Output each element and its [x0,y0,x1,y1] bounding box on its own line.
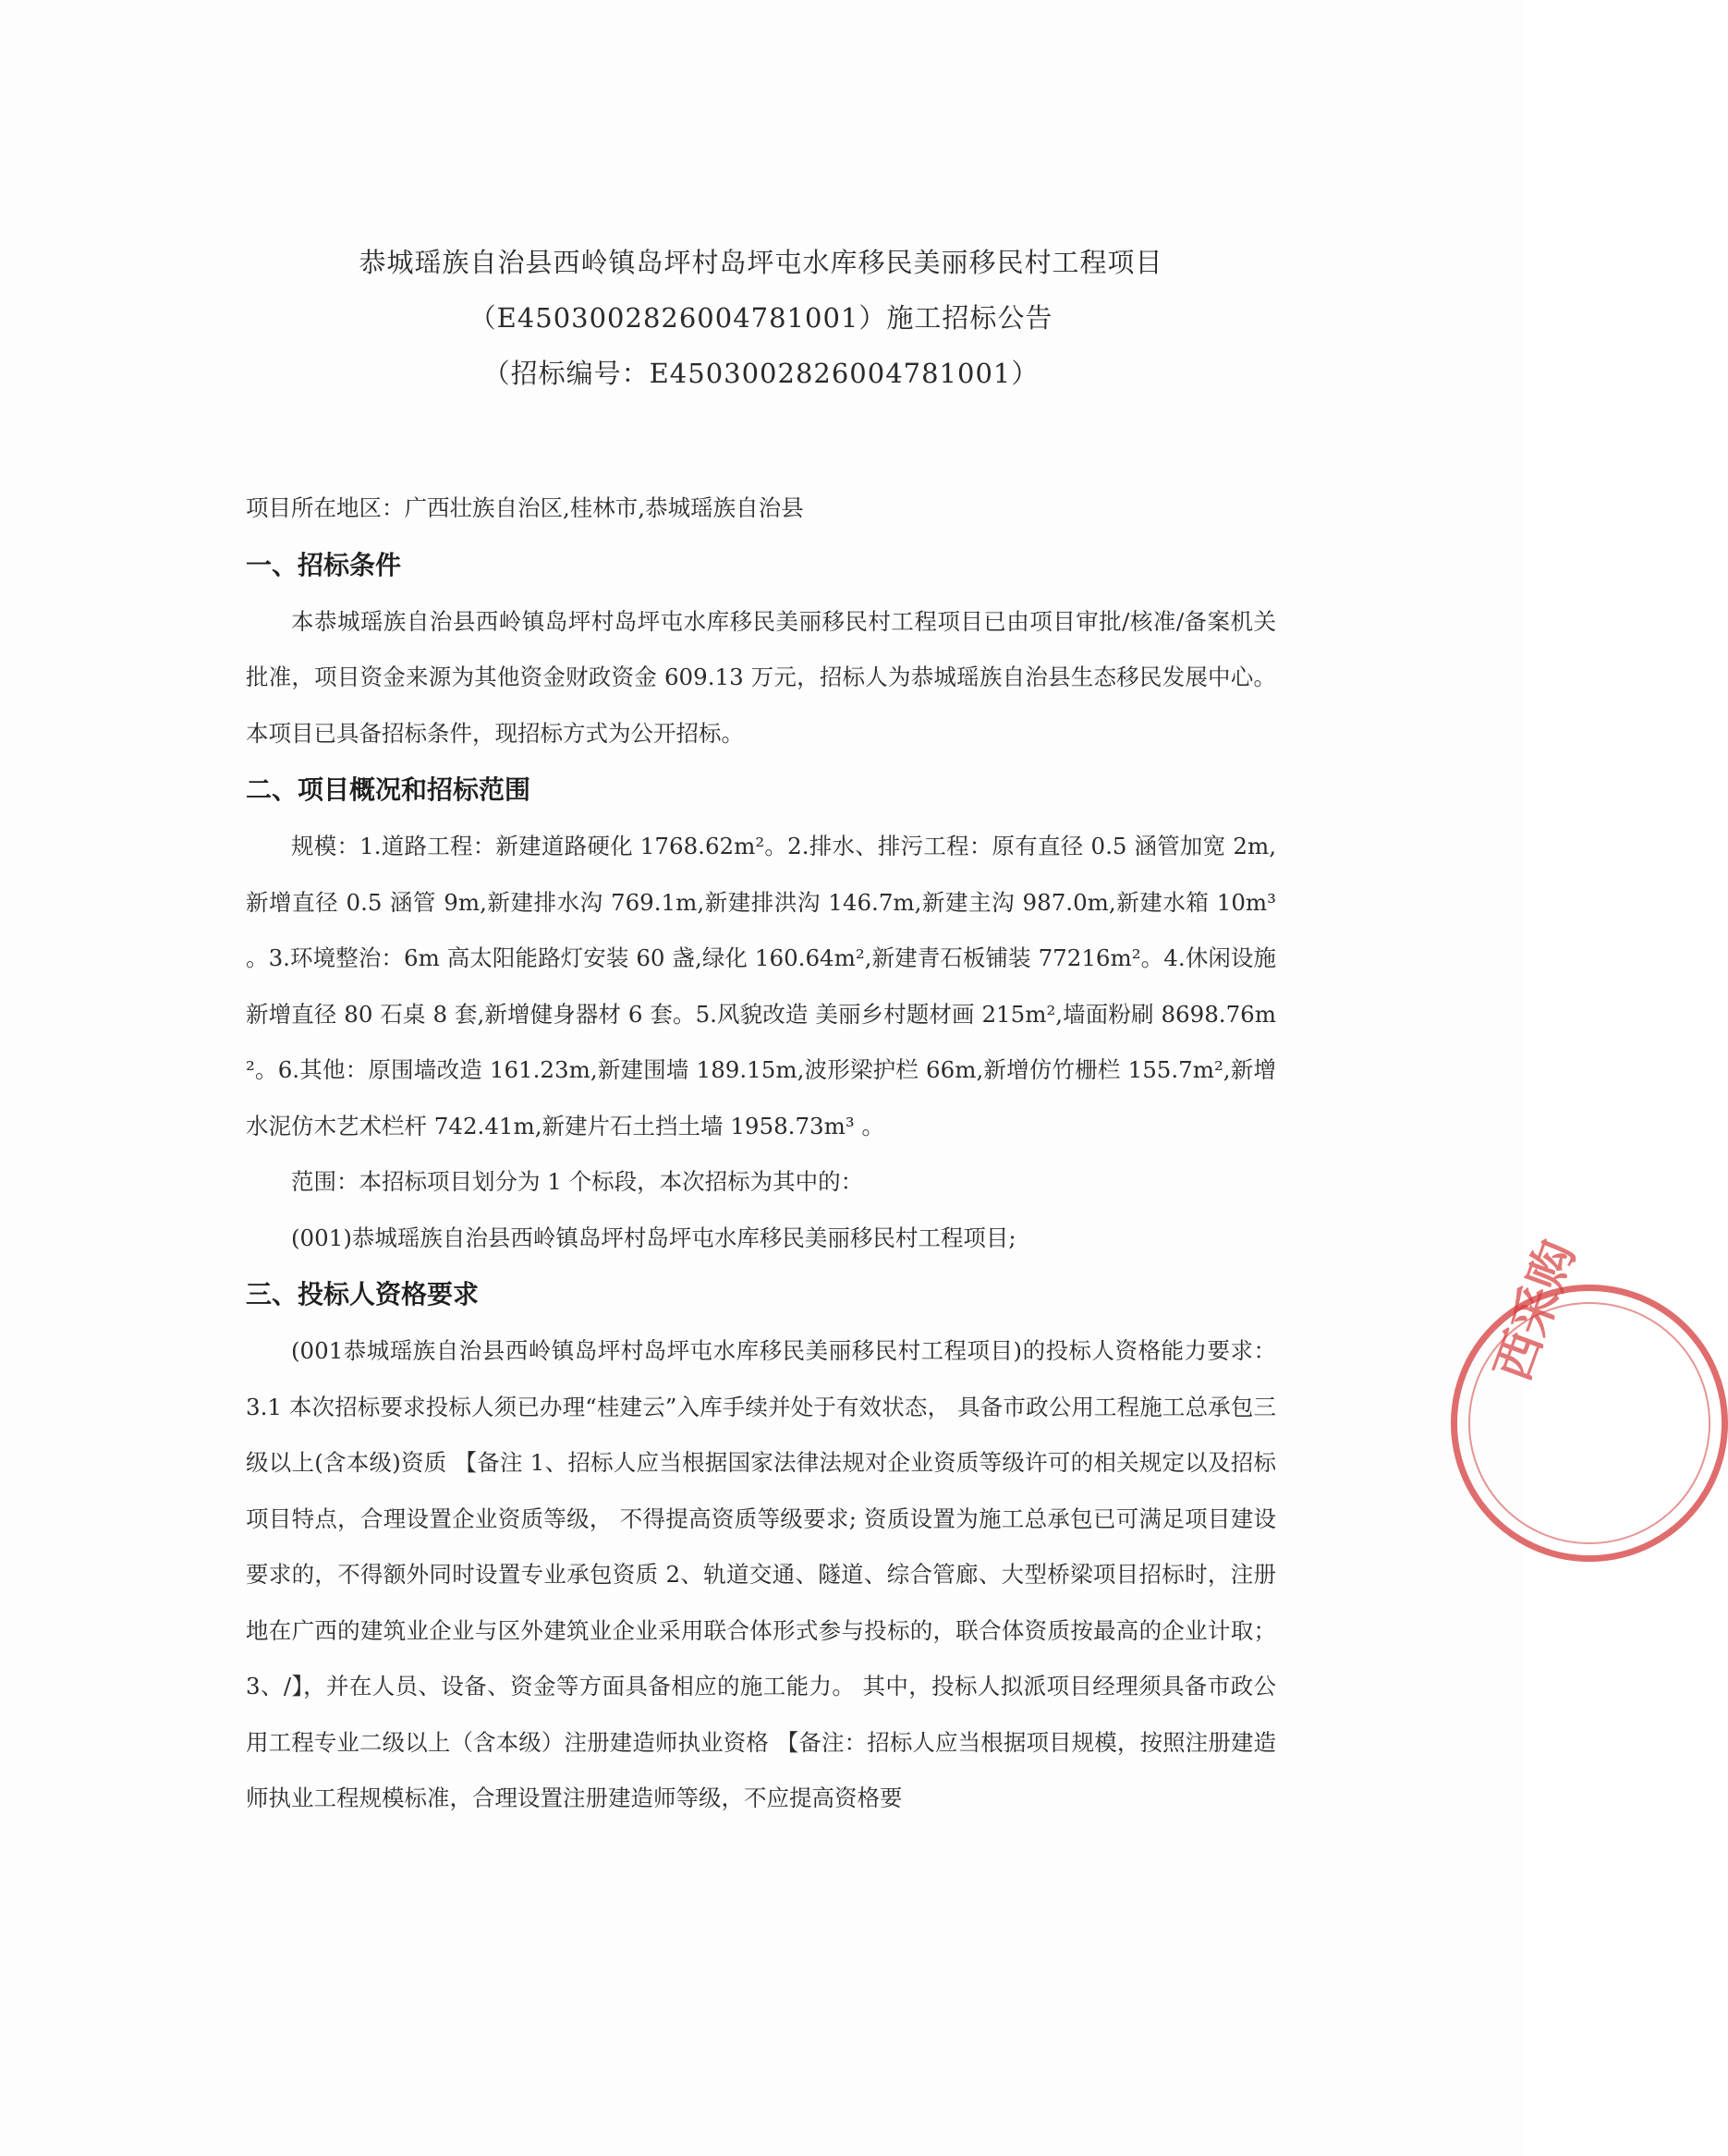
document-body [246,481,1276,1827]
section-heading-project-overview: 二、项目概况和招标范围 [246,774,531,805]
tender-conditions-paragraph: 本恭城瑶族自治县西岭镇岛坪村岛坪屯水库移民美丽移民村工程项目已由项目审批/核准/备案机关批准，项目资金来源为其他资金财政资金 609.13 万元，招标人为恭城瑶族自治县生态移民发展中心。本项目已具备招标条件，现招标方式为公开招标。 [246,607,1276,747]
seal-text: 西采购 [1485,1233,1587,1388]
section-heading-tender-conditions: 一、招标条件 [246,549,402,580]
project-scale-paragraph: 规模：1.道路工程：新建道路硬化 1768.62m²。2.排水、排污工程：原有直径 0.5 涵管加宽 2m,新增直径 0.5 涵管 9m,新建排水沟 769.1m,新建排洪沟 146.7m,新建主沟 987.0m,新建水箱 10m³ 。3.环境整治：6m 高太阳能路灯安装 60 盏,绿化 160.64m²,新建青石板铺装 77216m²。4.休闲设施 新增直径 80 石桌 8 套,新增健身器材 6 套。5.风貌改造 美丽乡村题材画 215m²,墙面粉刷 8698.76m²。6.其他：原围墙改造 161.23m,新建围墙 189.15m,波形梁护栏 66m,新增仿竹栅栏 155.7m²,新增水泥仿木艺术栏杆 742.41m,新建片石土挡土墙 1958.73m³ 。 [246,833,1276,1139]
project-location: 项目所在地区：广西壮族自治区,桂林市,恭城瑶族自治县 [246,494,804,521]
document-title-line2: （E4503002826004781001）施工招标公告 [469,302,1053,334]
section-heading-bidder-qualifications: 三、投标人资格要求 [246,1279,480,1309]
official-seal-stamp [1451,1233,1728,1562]
project-scope-paragraph: 范围：本招标项目划分为 1 个标段，本次招标为其中的： [291,1168,864,1195]
lot-item: (001)恭城瑶族自治县西岭镇岛坪村岛坪屯水库移民美丽移民村工程项目; [291,1224,1016,1251]
document-title-line3: （招标编号：E4503002826004781001） [482,358,1040,389]
bidder-qualifications-paragraph: (001恭城瑶族自治县西岭镇岛坪村岛坪屯水库移民美丽移民村工程项目)的投标人资格能力要求：3.1 本次招标要求投标人须已办理“桂建云”入库手续并处于有效状态， 具备市政公用工程施工总承包三级以上(含本级)资质 【备注 1、招标人应当根据国家法律法规对企业资质等级许可的相关规定以及招标项目特点，合理设置企业资质等级， 不得提高资质等级要求; 资质设置为施工总承包已可满足项目建设要求的，不得额外同时设置专业承包资质 2、轨道交通、隧道、综合管廊、大型桥梁项目招标时，注册地在广西的建筑业企业与区外建筑业企业采用联合体形式参与投标的，联合体资质按最高的企业计取； 3、/】，并在人员、设备、资金等方面具备相应的施工能力。 其中，投标人拟派项目经理须具备市政公用工程专业二级以上（含本级）注册建造师执业资格 【备注：招标人应当根据项目规模，按照注册建造师执业工程规模标准，合理设置注册建造师等级，不应提高资格要 [246,1337,1276,1811]
document-title-line1: 恭城瑶族自治县西岭镇岛坪村岛坪屯水库移民美丽移民村工程项目 [359,247,1163,278]
